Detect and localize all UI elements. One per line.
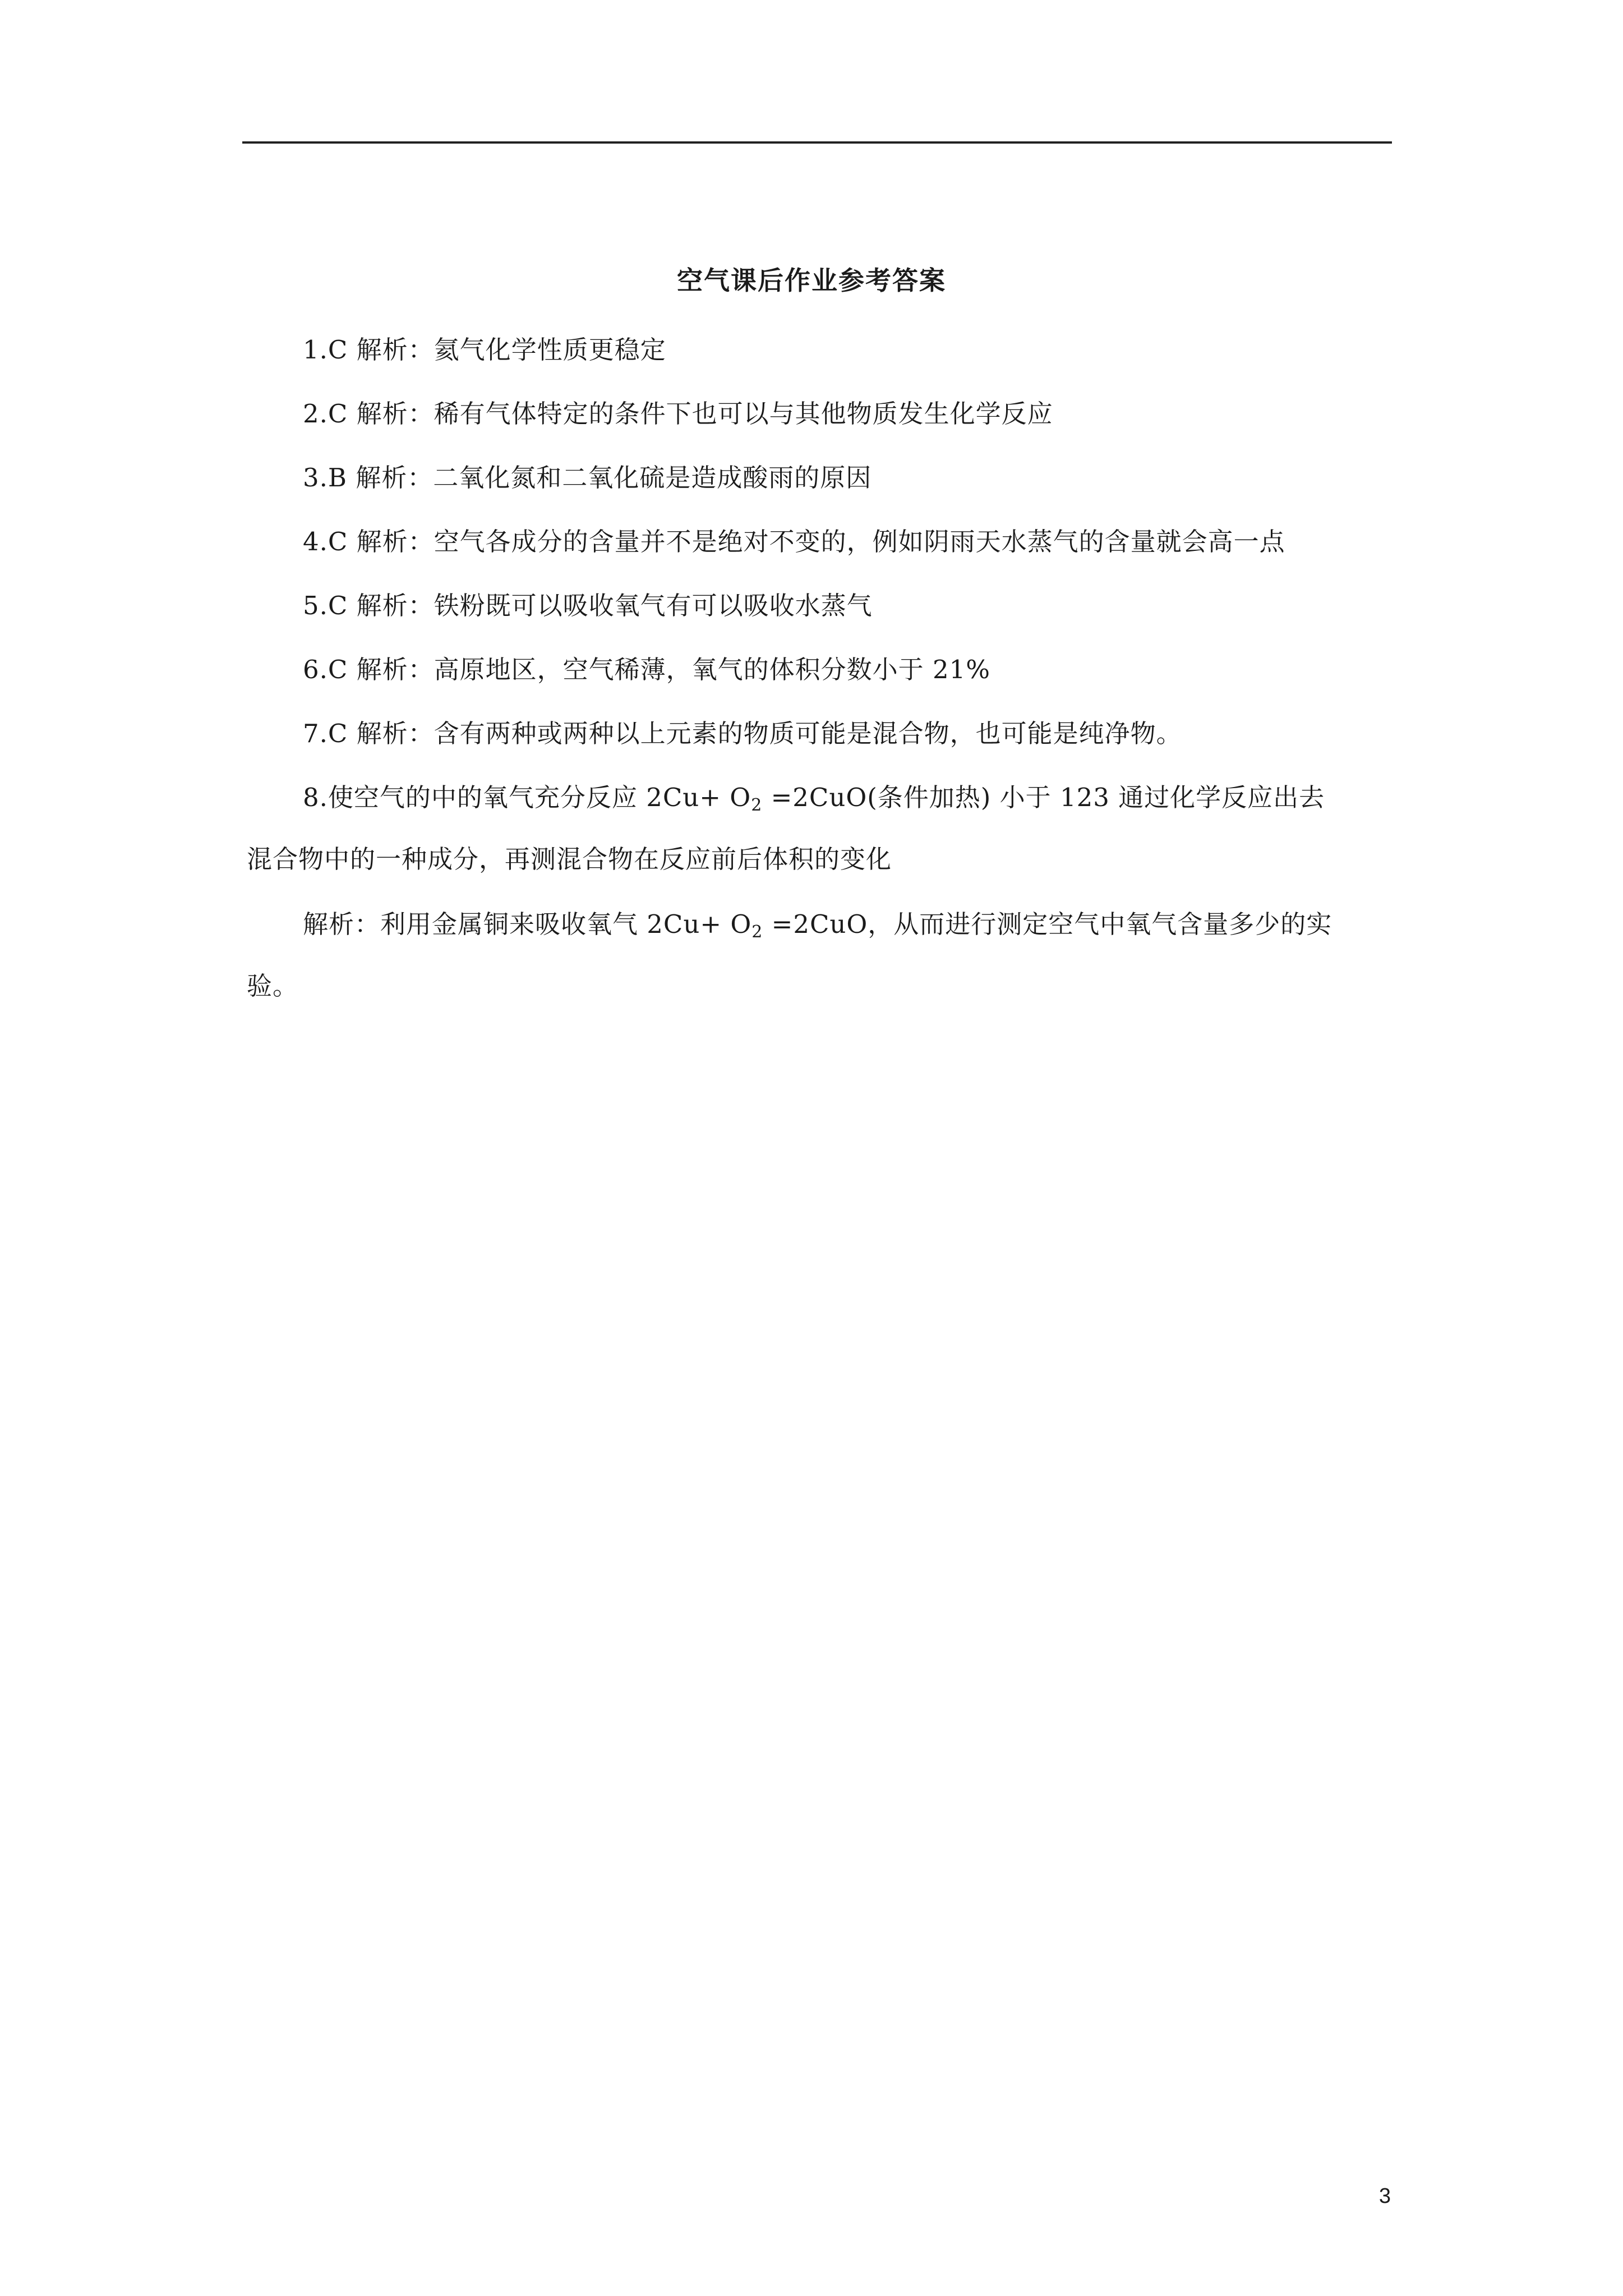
analysis-subscript: 2 (751, 922, 763, 942)
answer-8-text-b: =2CuO(条件加热) 小于 123 通过化学反应出去 (762, 783, 1325, 812)
analysis-text-a: 解析：利用金属铜来吸收氧气 2Cu+ O (303, 909, 752, 939)
document-title: 空气课后作业参考答案 (677, 265, 946, 296)
analysis-text-b: =2CuO，从而进行测定空气中氧气含量多少的实 (763, 909, 1332, 939)
answer-6: 6.C 解析：高原地区，空气稀薄，氧气的体积分数小于 21% (303, 655, 990, 684)
answer-7: 7.C 解析：含有两种或两种以上元素的物质可能是混合物，也可能是纯净物。 (303, 719, 1182, 748)
answer-5: 5.C 解析：铁粉既可以吸收氧气有可以吸收水蒸气 (303, 591, 873, 620)
answer-1: 1.C 解析：氦气化学性质更稳定 (303, 335, 666, 365)
answer-8-line-1 (303, 780, 1325, 816)
answer-8-text-a: 8.使空气的中的氧气充分反应 2Cu+ O (303, 783, 751, 812)
answer-8-line-2: 混合物中的一种成分，再测混合物在反应前后体积的变化 (247, 844, 892, 874)
header-rule (242, 141, 1392, 144)
answer-4: 4.C 解析：空气各成分的含量并不是绝对不变的，例如阴雨天水蒸气的含量就会高一点 (303, 527, 1285, 556)
answer-8-analysis-line-2: 验。 (247, 971, 299, 1001)
answer-8-subscript: 2 (751, 795, 763, 815)
page-number: 3 (1378, 2184, 1391, 2208)
answer-8-analysis-line-1 (303, 907, 1332, 942)
answer-2: 2.C 解析：稀有气体特定的条件下也可以与其他物质发生化学反应 (303, 399, 1053, 429)
answer-3: 3.B 解析：二氧化氮和二氧化硫是造成酸雨的原因 (303, 463, 872, 493)
